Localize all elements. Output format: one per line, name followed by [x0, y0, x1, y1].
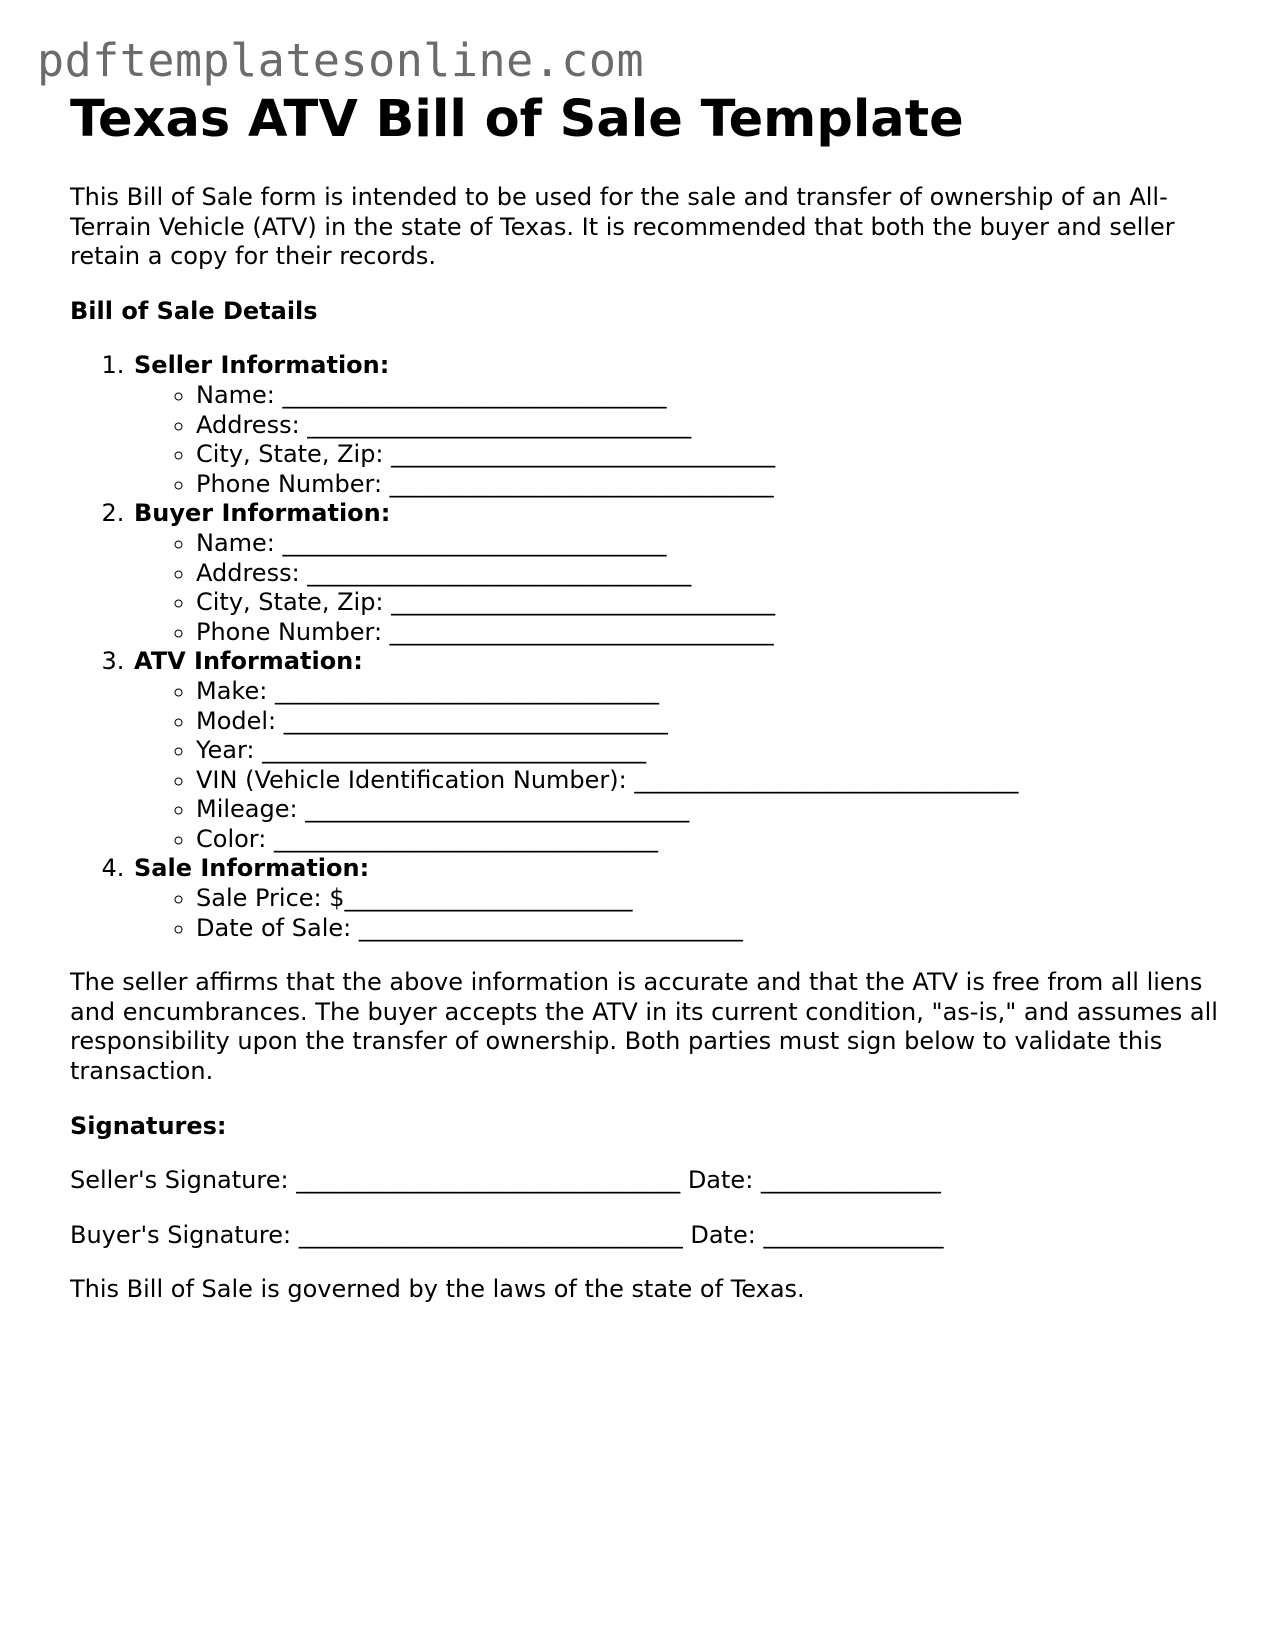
field-list [134, 381, 1220, 499]
field-buyer-city-state-zip[interactable]: ◦ City, State, Zip: ________________________________ [196, 588, 1220, 618]
field-list [134, 677, 1220, 855]
field-seller-city-state-zip[interactable]: ◦ City, State, Zip: ________________________________ [196, 440, 1220, 470]
details-list [70, 351, 1220, 943]
field-buyer-address[interactable]: ◦ Address: ________________________________ [196, 559, 1220, 589]
seller-signature-line[interactable]: Seller's Signature: ________________________________ Date: _______________ [70, 1166, 941, 1195]
section-title: Seller Information: [134, 351, 390, 380]
field-seller-name[interactable]: ◦ Name: ________________________________ [196, 381, 1220, 411]
field-atv-model[interactable]: ◦ Model: ________________________________ [196, 707, 1220, 737]
field-buyer-name[interactable]: ◦ Name: ________________________________ [196, 529, 1220, 559]
document-page [70, 88, 1220, 1305]
section-buyer-information [132, 499, 1220, 647]
closing-paragraph: The seller affirms that the above information is accurate and that the ATV is free from all liens and encumbrances. The buyer accepts the ATV in its current condition, "as-is," and assumes all responsibility upon the transfer of ownership. Both parties must sign below to validate this transaction. [70, 968, 1218, 1086]
watermark-text: pdftemplatesonline.com [37, 34, 645, 87]
field-atv-mileage[interactable]: ◦ Mileage: ________________________________ [196, 795, 1220, 825]
section-title: Buyer Information: [134, 499, 391, 528]
section-atv-information [132, 647, 1220, 854]
field-buyer-phone[interactable]: ◦ Phone Number: ________________________________ [196, 618, 1220, 648]
section-title: Sale Information: [134, 854, 370, 883]
field-atv-make[interactable]: ◦ Make: ________________________________ [196, 677, 1220, 707]
field-list [134, 884, 1220, 943]
field-seller-phone[interactable]: ◦ Phone Number: ________________________________ [196, 470, 1220, 500]
governing-law-note: This Bill of Sale is governed by the laws of the state of Texas. [70, 1275, 805, 1304]
field-atv-year[interactable]: ◦ Year: ________________________________ [196, 736, 1220, 766]
field-date-of-sale[interactable]: ◦ Date of Sale: ________________________________ [196, 914, 1220, 944]
details-heading: Bill of Sale Details [70, 296, 318, 325]
field-list [134, 529, 1220, 647]
section-seller-information [132, 351, 1220, 499]
field-atv-color[interactable]: ◦ Color: ________________________________ [196, 825, 1220, 855]
intro-paragraph: This Bill of Sale form is intended to be used for the sale and transfer of ownership of an All-Terrain Vehicle (ATV) in the state of Texas. It is recommended that both the buyer and seller retain a copy for their records. [70, 183, 1175, 271]
signatures-heading: Signatures: [70, 1111, 227, 1140]
buyer-signature-line[interactable]: Buyer's Signature: ________________________________ Date: _______________ [70, 1220, 944, 1249]
field-sale-price[interactable]: ◦ Sale Price: $________________________ [196, 884, 1220, 914]
field-atv-vin[interactable]: ◦ VIN (Vehicle Identification Number): ________________________________ [196, 766, 1220, 796]
document-title: Texas ATV Bill of Sale Template [70, 90, 964, 149]
section-title: ATV Information: [134, 647, 363, 676]
field-seller-address[interactable]: ◦ Address: ________________________________ [196, 411, 1220, 441]
section-sale-information [132, 854, 1220, 943]
